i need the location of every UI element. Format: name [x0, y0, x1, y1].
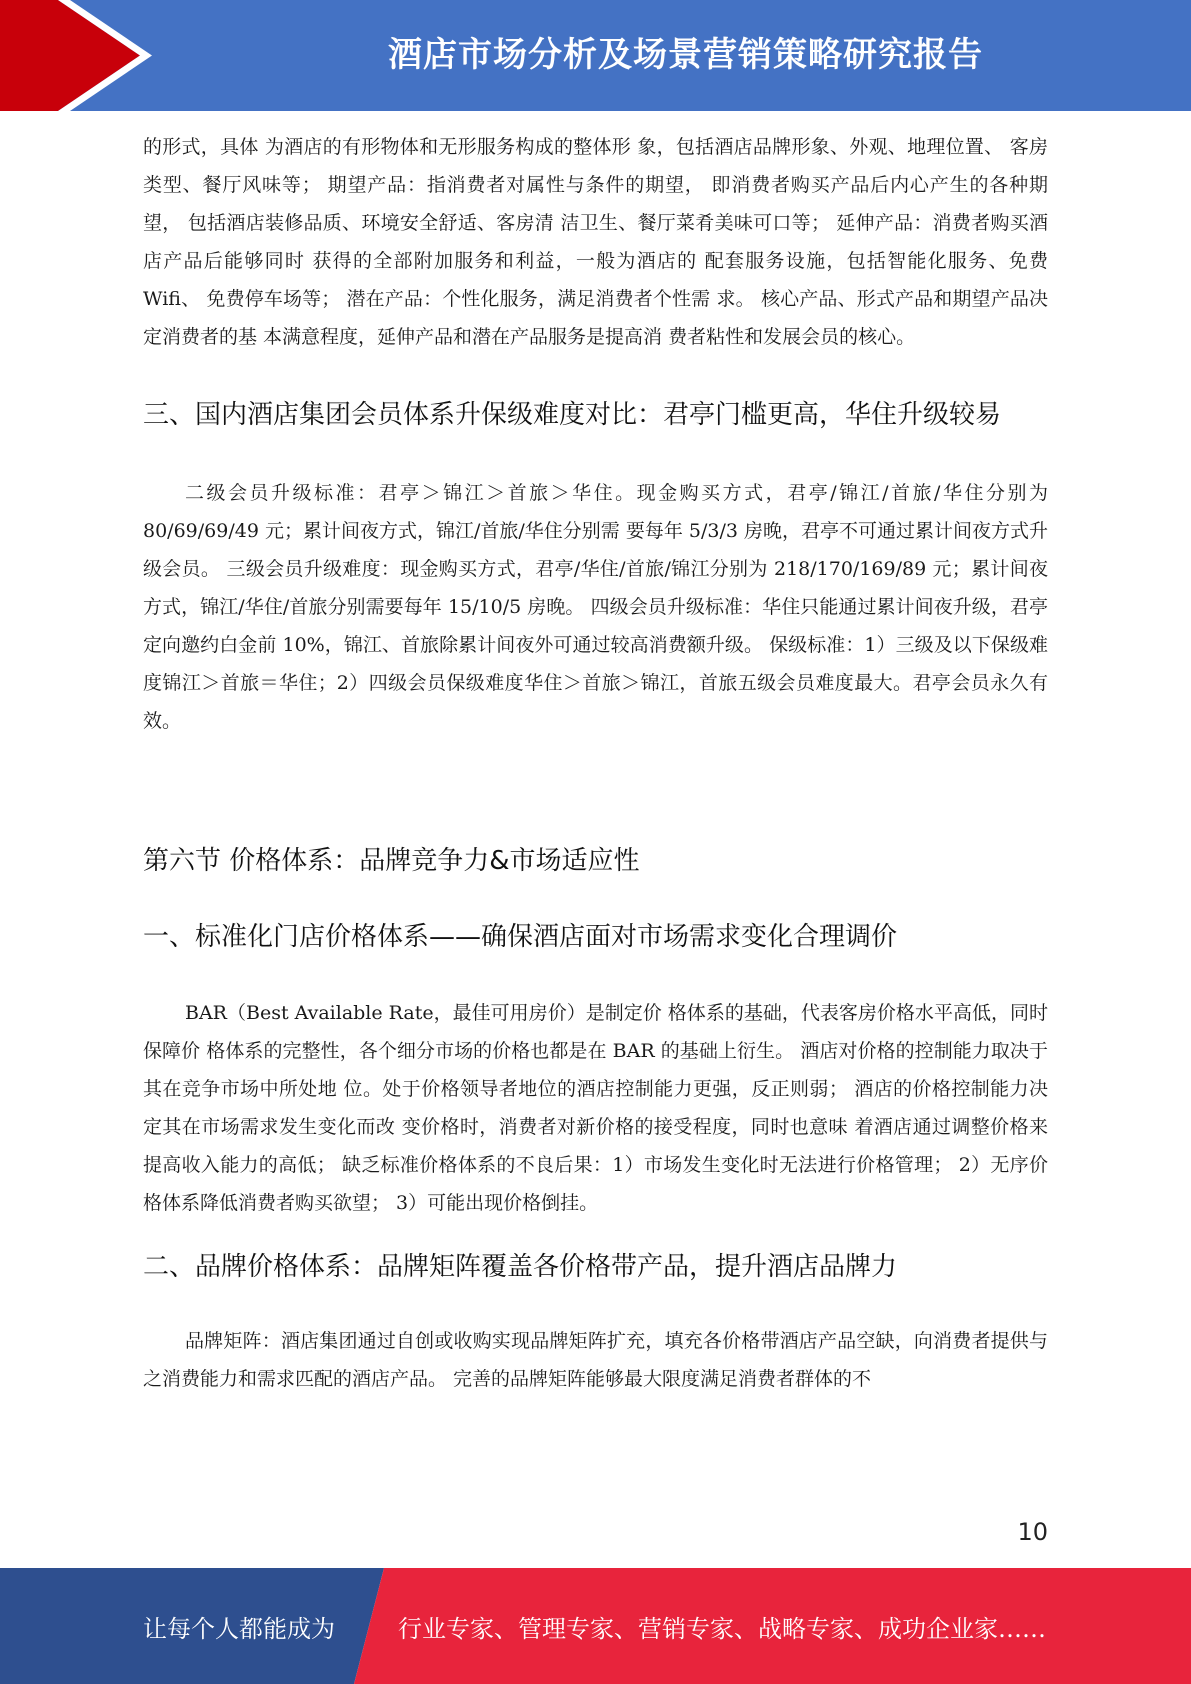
paragraph-product-levels: 的形式，具体 为酒店的有形物体和无形服务构成的整体形 象，包括酒店品牌形象、外观、地理位置、 客房类型、餐厅风味等； 期望产品：指消费者对属性与条件的期望， 即消费者购买产品后内心产生的各种期望， 包括酒店装修品质、环境安全舒适、客房清 洁卫生、餐厅菜肴美味可口等； 延伸产品：消费者购买酒店产品后能够同时 获得的全部附加服务和利益，一般为酒店的 配套服务设施，包括智能化服务、免费 Wifi、 免费停车场等； 潜在产品：个性化服务，满足消费者个性需 求。 核心产品、形式产品和期望产品决定消费者的基 本满意程度，延伸产品和潜在产品服务是提高消 费者粘性和发展会员的核心。	[143, 136, 1048, 348]
page-number: 10	[1017, 1518, 1048, 1546]
page-content	[143, 128, 1048, 1398]
header-arrow-decoration	[0, 0, 160, 111]
paragraph-member-comparison: 二级会员升级标准：君亭＞锦江＞首旅＞华住。现金购买方式，君亭/锦江/首旅/华住分别为 80/69/69/49 元；累计间夜方式，锦江/首旅/华住分别需 要每年 5/3/3 房晚，君亭不可通过累计间夜方式升级会员。 三级会员升级难度：现金购买方式，君亭/华住/首旅/锦江分别为 218/170/169/89 元；累计间夜方式，锦江/华住/首旅分别需要每年 15/10/5 房晚。 四级会员升级标准：华住只能通过累计间夜升级，君亭定向邀约白金前 10%，锦江、首旅除累计间夜外可通过较高消费额升级。 保级标准：1）三级及以下保级难度锦江＞首旅＝华住；2）四级会员保级难度华住＞首旅＞锦江，首旅五级会员难度最大。君亭会员永久有效。	[143, 482, 1048, 732]
footer-slogan-left: 让每个人都能成为	[143, 1614, 335, 1643]
paragraph-bar-pricing: BAR（Best Available Rate，最佳可用房价）是制定价 格体系的基础，代表客房价格水平高低，同时保障价 格体系的完整性，各个细分市场的价格也都是在 BAR 的基础上衍生。 酒店对价格的控制能力取决于其在竞争市场中所处地 位。处于价格领导者地位的酒店控制能力更强，反正则弱； 酒店的价格控制能力决定其在市场需求发生变化而改 变价格时，消费者对新价格的接受程度，同时也意味 着酒店通过调整价格来提高收入能力的高低； 缺乏标准价格体系的不良后果：1）市场发生变化时无法进行价格管理； 2）无序价格体系降低消费者购买欲望； 3）可能出现价格倒挂。	[143, 1002, 1048, 1214]
paragraph-brand-matrix: 品牌矩阵：酒店集团通过自创或收购实现品牌矩阵扩充，填充各价格带酒店产品空缺，向消费者提供与之消费能力和需求匹配的酒店产品。 完善的品牌矩阵能够最大限度满足消费者群体的不	[143, 1330, 1048, 1390]
heading-standard-pricing: 一、标准化门店价格体系——确保酒店面对市场需求变化合理调价	[143, 922, 898, 952]
footer-band	[0, 1568, 1191, 1684]
header-band	[0, 0, 1191, 111]
document-title: 酒店市场分析及场景营销策略研究报告	[388, 35, 983, 75]
section-title-pricing: 第六节 价格体系：品牌竞争力&市场适应性	[143, 846, 640, 876]
heading-member-system: 三、国内酒店集团会员体系升保级难度对比：君亭门槛更高，华住升级较易	[143, 400, 1002, 430]
heading-brand-pricing: 二、品牌价格体系：品牌矩阵覆盖各价格带产品，提升酒店品牌力	[143, 1252, 898, 1282]
footer-slogan-right: 行业专家、管理专家、营销专家、战略专家、成功企业家……	[398, 1614, 1046, 1643]
